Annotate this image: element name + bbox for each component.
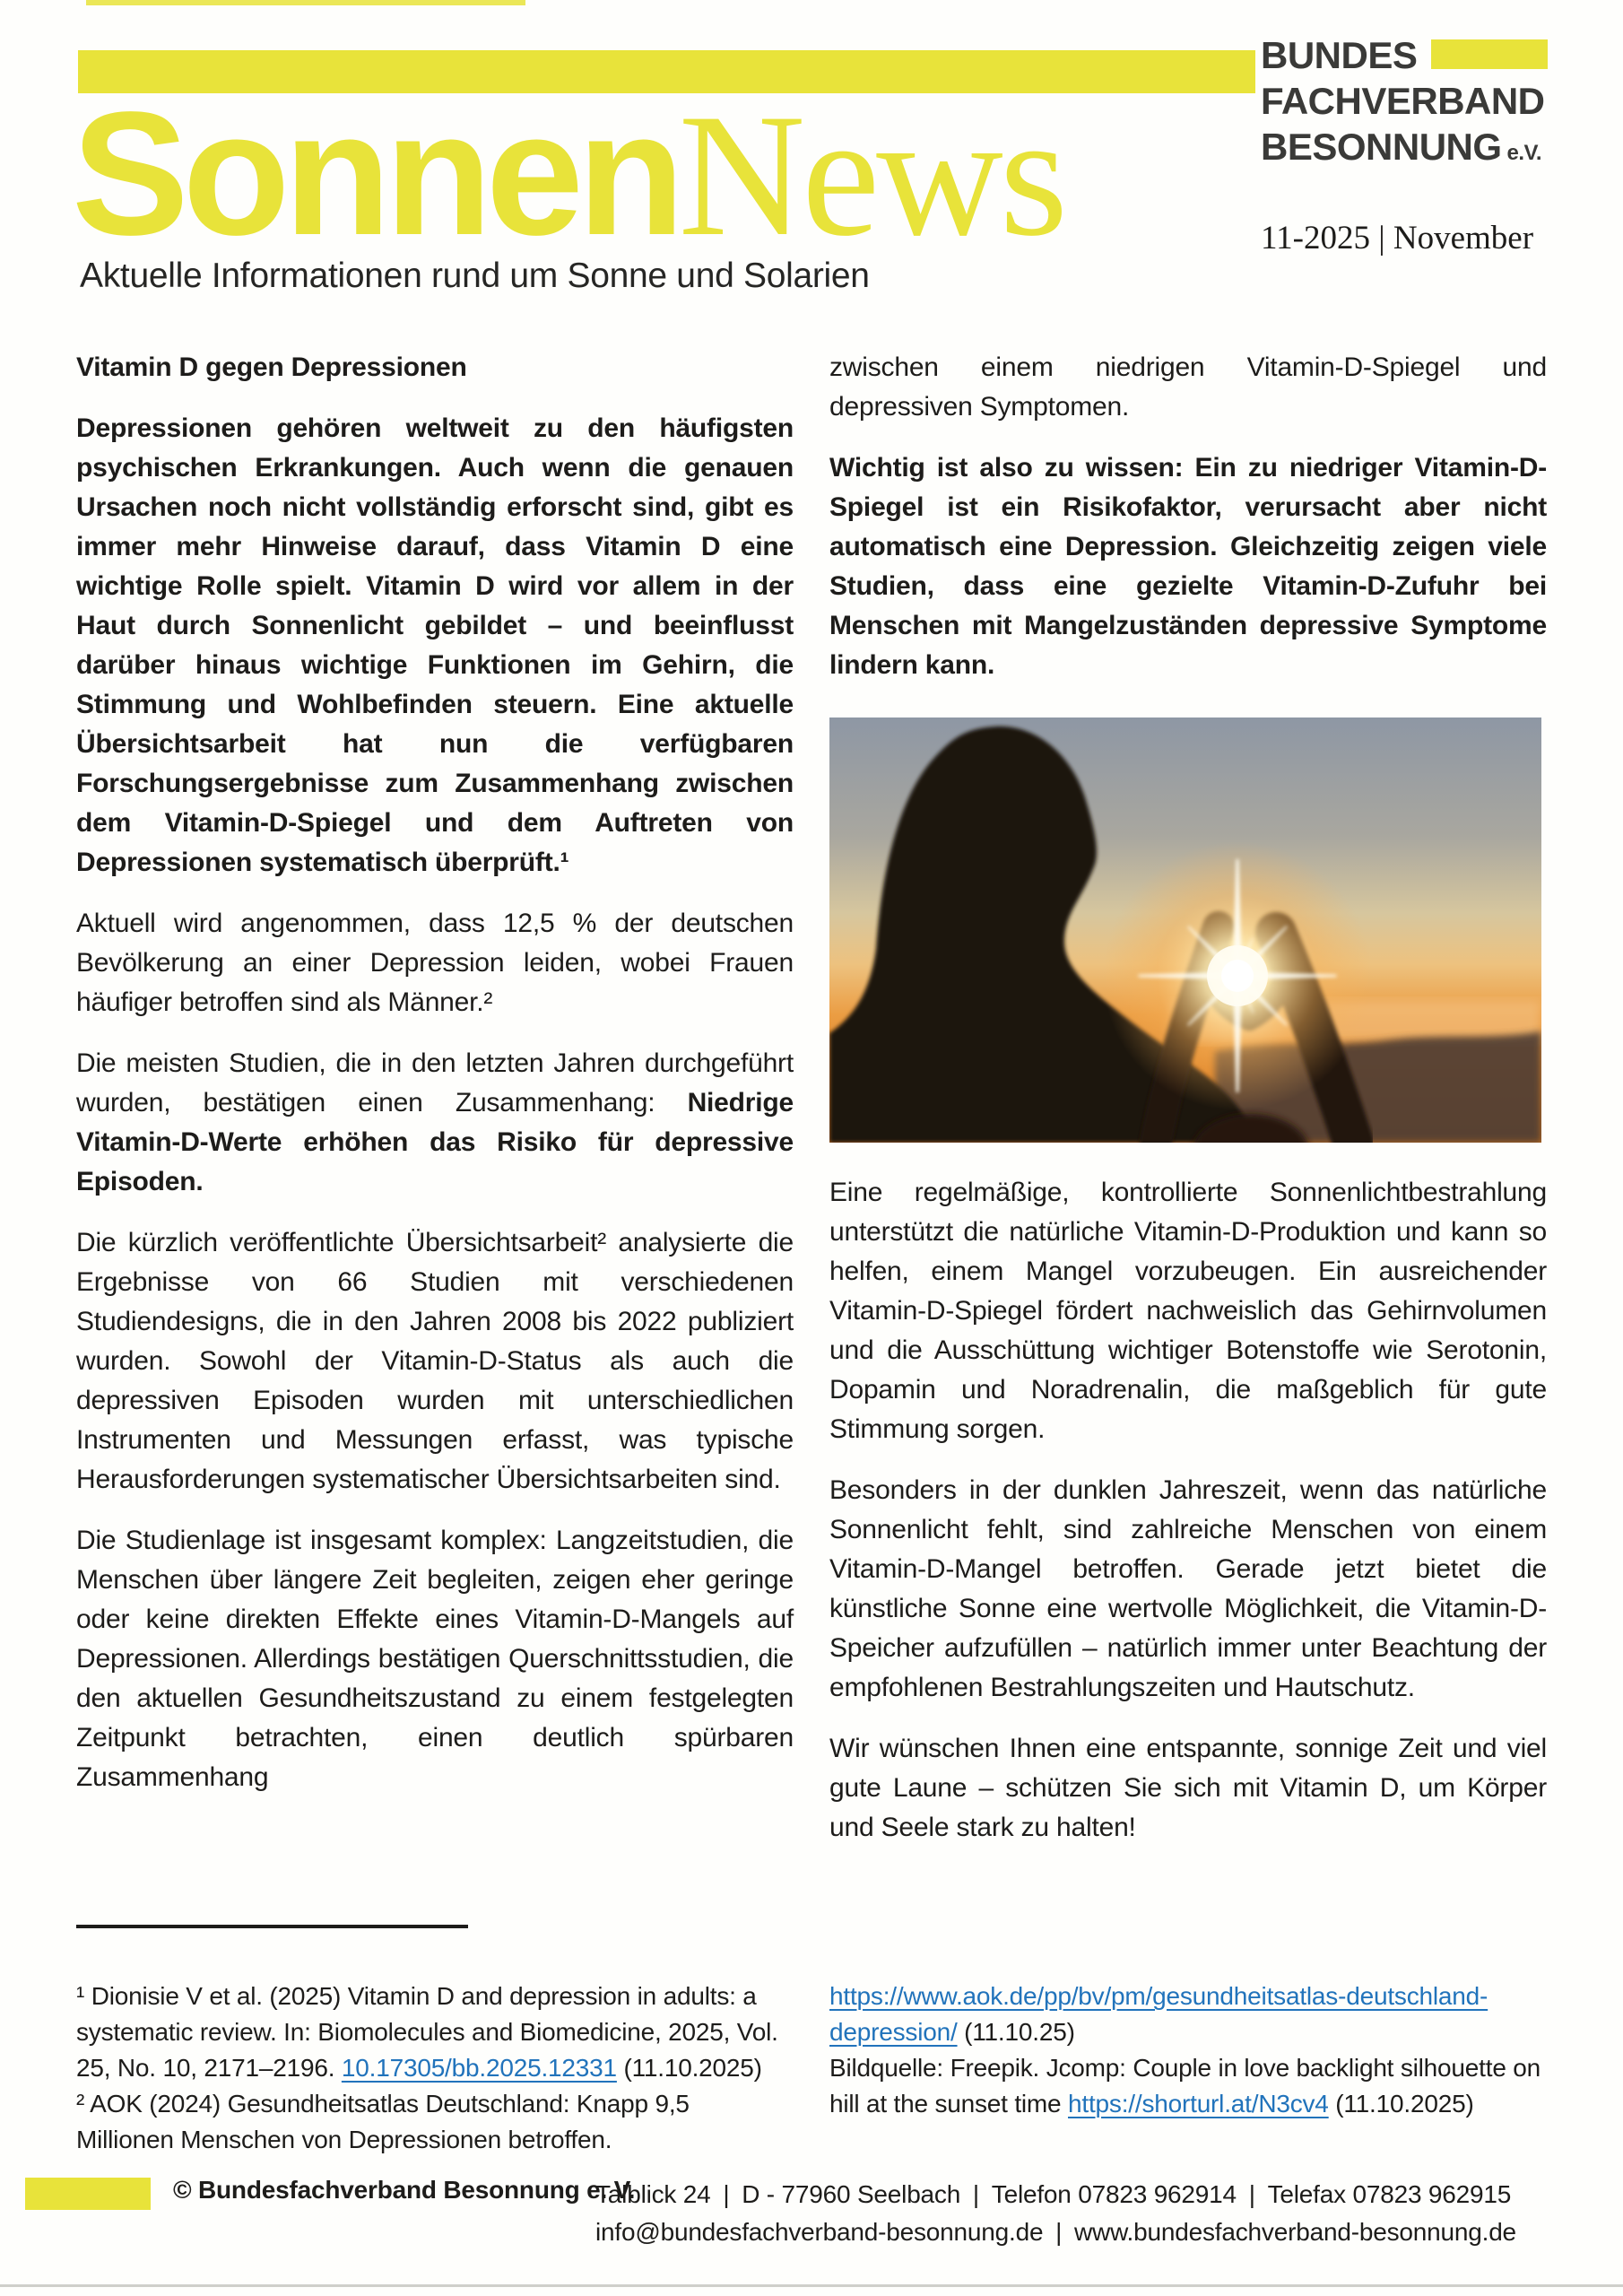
right-column: [829, 348, 1547, 1869]
article-heading: Vitamin D gegen Depressionen: [76, 352, 467, 382]
scan-edge-artifact: [86, 0, 525, 5]
footnotes-right: [829, 1925, 1547, 2158]
sunset-photo: [829, 718, 1541, 1143]
doi-link[interactable]: 10.17305/bb.2025.12331: [341, 2054, 617, 2082]
title-part-sans: Sonnen: [72, 75, 679, 272]
footnote-3: https://www.aok.de/pp/bv/pm/gesundheitsatlas-deutschland-depression/ (11.10.25): [829, 1982, 1488, 2046]
article-paragraph: Wir wünschen Ihnen eine entspannte, sonnige Zeit und viel gute Laune – schützen Sie sich mit Vitamin D, um Körper und Seele stark zu halten!: [829, 1734, 1547, 1842]
footnote-4: Bildquelle: Freepik. Jcomp: Couple in love backlight silhouette on hill at the sunset time https://shorturl.at/N3cv4 (11.10.2025): [829, 2054, 1541, 2118]
aok-link[interactable]: https://www.aok.de/pp/bv/pm/gesundheitsatlas-deutschland-depression/: [829, 1982, 1488, 2046]
footer-copyright: © Bundesfachverband Besonnung e. V.: [173, 2176, 636, 2204]
emphasized-statement: Niedrige Vitamin-D-Werte erhöhen das Risiko für depressive Episoden.: [76, 1088, 794, 1196]
footnotes-left: [76, 1925, 794, 2158]
footnote-2: ² AOK (2024) Gesundheitsatlas Deutschland: Knapp 9,5 Millionen Menschen von Depressionen betroffen.: [76, 2090, 690, 2153]
left-column: [76, 348, 794, 1869]
title-part-serif: News: [678, 78, 1064, 273]
footer-address-line-2: info@bundesfachverband-besonnung.de | www.bundesfachverband-besonnung.de: [595, 2218, 1516, 2246]
article-paragraph: zwischen einem niedrigen Vitamin-D-Spiegel und depressiven Symptomen.: [829, 352, 1547, 422]
scan-bottom-edge: [0, 2284, 1623, 2287]
article-paragraph: Depressionen gehören weltweit zu den häufigsten psychischen Erkrankungen. Auch wenn die genauen Ursachen noch nicht vollständig erforscht sind, gibt es immer mehr Hinweise darauf, dass Vitamin D eine wichtige Rolle spielt. Vitamin D wird vor allem in der Haut durch Sonnenlicht gebildet – und beeinflusst darüber hinaus wichtige Funktionen im Gehirn, die Stimmung und Wohlbefinden steuern. Eine aktuelle Übersichtsarbeit hat nun die verfügbaren Forschungsergebnisse zum Zusammenhang zwischen dem Vitamin-D-Spiegel und dem Auftreten von Depressionen systematisch überprüft.¹: [76, 413, 794, 877]
article-paragraph: Besonders in der dunklen Jahreszeit, wenn das natürliche Sonnenlicht fehlt, sind zahlreiche Menschen von einem Vitamin-D-Mangel betroffen. Gerade jetzt bietet die künstliche Sonne eine wertvolle Möglichkeit, die Vitamin-D-Speicher aufzufüllen – natürlich immer unter Beachtung der empfohlenen Bestrahlungszeiten und Hautschutz.: [829, 1475, 1547, 1702]
article-paragraph: Aktuell wird angenommen, dass 12,5 % der deutschen Bevölkerung an einer Depression leiden, wobei Frauen häufiger betroffen sind als Männer.²: [76, 909, 794, 1017]
logo-ev-suffix: e.V.: [1506, 141, 1542, 165]
footnote-1: ¹ Dionisie V et al. (2025) Vitamin D and depression in adults: a systematic review. In: Biomolecules and Biomedicine, 2025, Vol. 25, No. 10, 2171–2196. 10.17305/bb.2025.12331 (11.10.2025): [76, 1982, 778, 2082]
article-paragraph: Die kürzlich veröffentlichte Übersichtsarbeit² analysierte die Ergebnisse von 66 Studien mit verschiedenen Studiendesigns, die in den Jahren 2008 bis 2022 publiziert wurden. Sowohl der Vitamin-D-Status als auch die depressiven Episoden wurden mit unterschiedlichen Instrumenten und Messungen erfasst, was typische Herausforderungen systematischer Übersichtsarbeiten sind.: [76, 1228, 794, 1494]
association-logo: [1261, 32, 1548, 176]
footer-accent-box: [25, 2178, 151, 2210]
article-paragraph: Wichtig ist also zu wissen: Ein zu niedriger Vitamin-D-Spiegel ist ein Risikofaktor, verursacht aber nicht automatisch eine Depression. Gleichzeitig zeigen viele Studien, dass eine gezielte Vitamin-D-Zufuhr bei Menschen mit Mangelzuständen depressive Symptome lindern kann.: [829, 453, 1547, 680]
article-paragraph: Die meisten Studien, die in den letzten Jahren durchgeführt wurden, bestätigen einen Zusammenhang: Niedrige Vitamin-D-Werte erhöhen das Risiko für depressive Episoden.: [76, 1048, 794, 1196]
newsletter-title: [72, 75, 1064, 273]
logo-accent-box: [1431, 39, 1548, 69]
logo-line-2: FACHVERBAND: [1261, 80, 1545, 122]
image-source-link[interactable]: https://shorturl.at/N3cv4: [1068, 2090, 1329, 2118]
footnotes: [76, 1925, 1547, 2158]
newsletter-subtitle: Aktuelle Informationen rund um Sonne und Solarien: [80, 257, 870, 295]
footer-address-line-1: Talblick 24 | D - 77960 Seelbach | Telefon 07823 962914 | Telefax 07823 962915: [595, 2180, 1512, 2208]
article-body: [76, 348, 1547, 1869]
photo-sun: [1103, 841, 1372, 1110]
article-paragraph: Die Studienlage ist insgesamt komplex: Langzeitstudien, die Menschen über längere Zeit begleiten, zeigen eher geringe oder keine direkten Effekte eines Vitamin-D-Mangels auf Depressionen. Allerdings bestätigen Querschnittsstudien, die den aktuellen Gesundheitszustand zu einem festgelegten Zeitpunkt betrachten, einen deutlich spürbaren Zusammenhang: [76, 1526, 794, 1792]
footer-address: [595, 2176, 1516, 2251]
footnote-divider: [76, 1925, 468, 1928]
logo-line-3: BESONNUNG e.V.: [1261, 126, 1542, 168]
logo-line-1: BUNDES: [1261, 32, 1548, 78]
article-paragraph: Eine regelmäßige, kontrollierte Sonnenlichtbestrahlung unterstützt die natürliche Vitamin-D-Produktion und kann so helfen, einem Mangel vorzubeugen. Ein ausreichender Vitamin-D-Spiegel fördert nachweislich das Gehirnvolumen und die Ausschüttung wichtiger Botenstoffe wie Serotonin, Dopamin und Noradrenalin, die maßgeblich für gute Stimmung sorgen.: [829, 1178, 1547, 1444]
issue-date: 11-2025 | November: [1261, 220, 1534, 257]
